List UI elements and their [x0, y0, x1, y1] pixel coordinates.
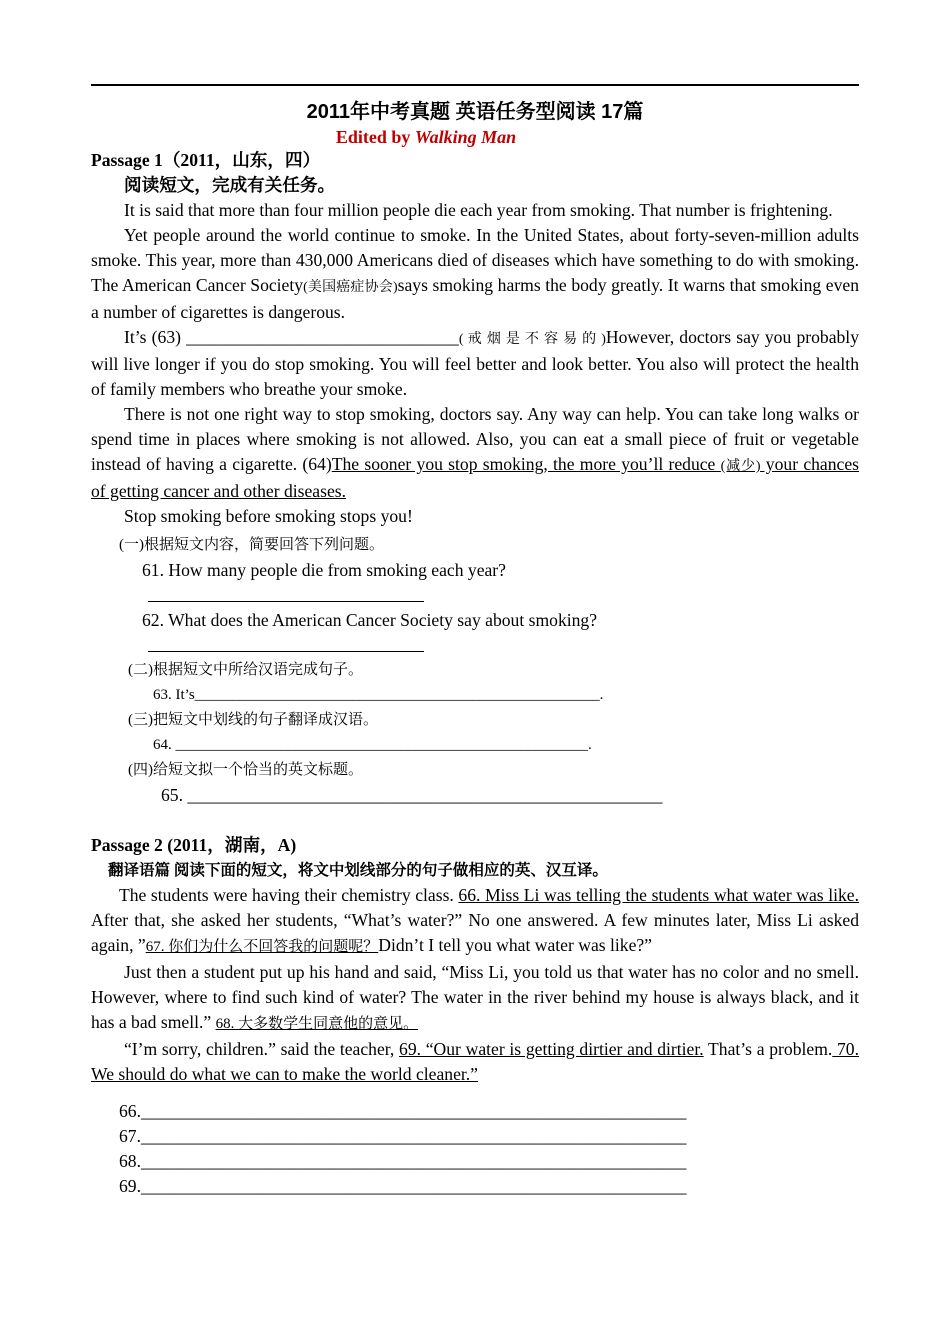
- header-rule: [91, 84, 859, 86]
- question-62: 62. What does the American Cancer Society say about smoking?: [142, 610, 598, 630]
- p2-text-a: Yet people around the world continue to smoke. In the United States, about forty-seven-million adults smoke. This year, more than 430,000 Americans died of diseases which have something to do with smoking. The American Cancer Society: [91, 225, 859, 295]
- p2-1-text-b: After that, she asked her students, “What’s water?” No one answered. A few minutes later, Miss Li asked again, ”: [91, 910, 859, 955]
- task-3-label: (三)把短文中划线的句子翻译成汉语。: [128, 712, 378, 728]
- p2-chinese-note: (美国癌症协会): [303, 280, 398, 295]
- passage1-paragraph-2: [91, 223, 859, 325]
- underlined-67: 67. 你们为什么不回答我的问题呢？: [145, 939, 379, 955]
- task-1-text: (一)根据短文内容，简要回答下列问题。: [119, 537, 384, 553]
- p4-text-a: There is not one right way to stop smoking, doctors say. Any way can help. You can take long walks or spend time in places where smoking is not allowed. Also, you can eat a small piece of fruit or vegetable instead of having a cigarette. (64): [91, 404, 859, 474]
- question-61: 61. How many people die from smoking each year?: [142, 560, 506, 580]
- passage1-heading: Passage 1（2011，山东，四）: [91, 150, 321, 170]
- passage1-paragraph-4: [91, 402, 859, 504]
- underlined-70: 70. We should do what we can to make the world cleaner.”: [91, 1039, 859, 1084]
- underlined-68: 68. 大多数学生同意他的意见。: [215, 1016, 419, 1032]
- editor-prefix: Edited by: [335, 127, 415, 147]
- p2-3-text-a: “I’m sorry, children.” said the teacher,: [124, 1039, 400, 1059]
- answer-66-line[interactable]: 66.______________________________________________________________: [119, 1101, 687, 1121]
- underlined-66: 66. Miss Li was telling the students what water was like.: [458, 885, 859, 905]
- p2-2-text-a: Just then a student put up his hand and said, “Miss Li, you told us that water has no color and no smell. However, where to find such kind of water? The water in the river behind my house is always black, and it has a bad smell.”: [91, 962, 859, 1032]
- p3-blank-63: It’s (63) _______________________________: [124, 327, 459, 347]
- task-2-label: (二)根据短文中所给汉语完成句子。: [128, 662, 363, 678]
- answer-62-line[interactable]: [91, 633, 859, 658]
- editor-name: Walking Man: [414, 127, 517, 147]
- p2-3-text-b: That’s a problem.: [703, 1039, 833, 1059]
- passage1-instruction: 阅读短文，完成有关任务。: [124, 175, 336, 195]
- p2-1-text-a: The students were having their chemistry class.: [119, 885, 459, 905]
- p3-chinese-hint: ( 戒 烟 是 不 容 易 的 ): [458, 332, 606, 347]
- answer-61-line[interactable]: [91, 583, 859, 608]
- p4-underline-chinese: (减少): [720, 459, 761, 474]
- document-page: [91, 98, 859, 1199]
- editor-credit: [0, 126, 859, 148]
- passage2-heading: Passage 2 (2011，湖南，A): [91, 835, 297, 855]
- passage2-instruction: 翻译语篇 阅读下面的短文，将文中划线部分的句子做相应的英、汉互译。: [108, 862, 608, 879]
- passage2-paragraph-3: [91, 1037, 859, 1087]
- p4-underline-part1: The sooner you stop smoking, the more you’ll reduce: [331, 454, 721, 474]
- answer-67-line[interactable]: 67.______________________________________________________________: [119, 1126, 687, 1146]
- p2-1-text-c: Didn’t I tell you what water was like?”: [378, 935, 652, 955]
- passage1-paragraph-1: It is said that more than four million people die each year from smoking. That number is frightening.: [124, 200, 833, 220]
- underlined-69: 69. “Our water is getting dirtier and dirtier.: [399, 1039, 704, 1059]
- passage1-paragraph-3: [91, 325, 859, 402]
- question-63[interactable]: 63. It’s______________________________________________________.: [153, 687, 604, 703]
- p3-text-b: However, doctors say you probably will live longer if you do stop smoking. You will feel better and look better. You also will protect the health of family members who breathe your smoke.: [91, 327, 859, 399]
- p4-underline-part2: your chances of getting cancer and other diseases.: [91, 454, 859, 501]
- page-title: 2011年中考真题 英语任务型阅读 17篇: [306, 101, 644, 123]
- answer-69-line[interactable]: 69.______________________________________________________________: [119, 1176, 687, 1196]
- question-65[interactable]: 65. ______________________________________________________: [161, 785, 663, 805]
- passage1-paragraph-5: Stop smoking before smoking stops you!: [124, 506, 413, 526]
- task-1-label: [91, 533, 859, 558]
- p2-text-b: says smoking harms the body greatly. It warns that smoking even a number of cigarettes is dangerous.: [91, 275, 860, 322]
- passage2-paragraph-2: [91, 960, 859, 1037]
- answer-68-line[interactable]: 68.______________________________________________________________: [119, 1151, 687, 1171]
- passage2-paragraph-1: [91, 883, 859, 960]
- question-64[interactable]: 64. _______________________________________________________.: [153, 737, 592, 753]
- task-4-label: (四)给短文拟一个恰当的英文标题。: [128, 762, 363, 778]
